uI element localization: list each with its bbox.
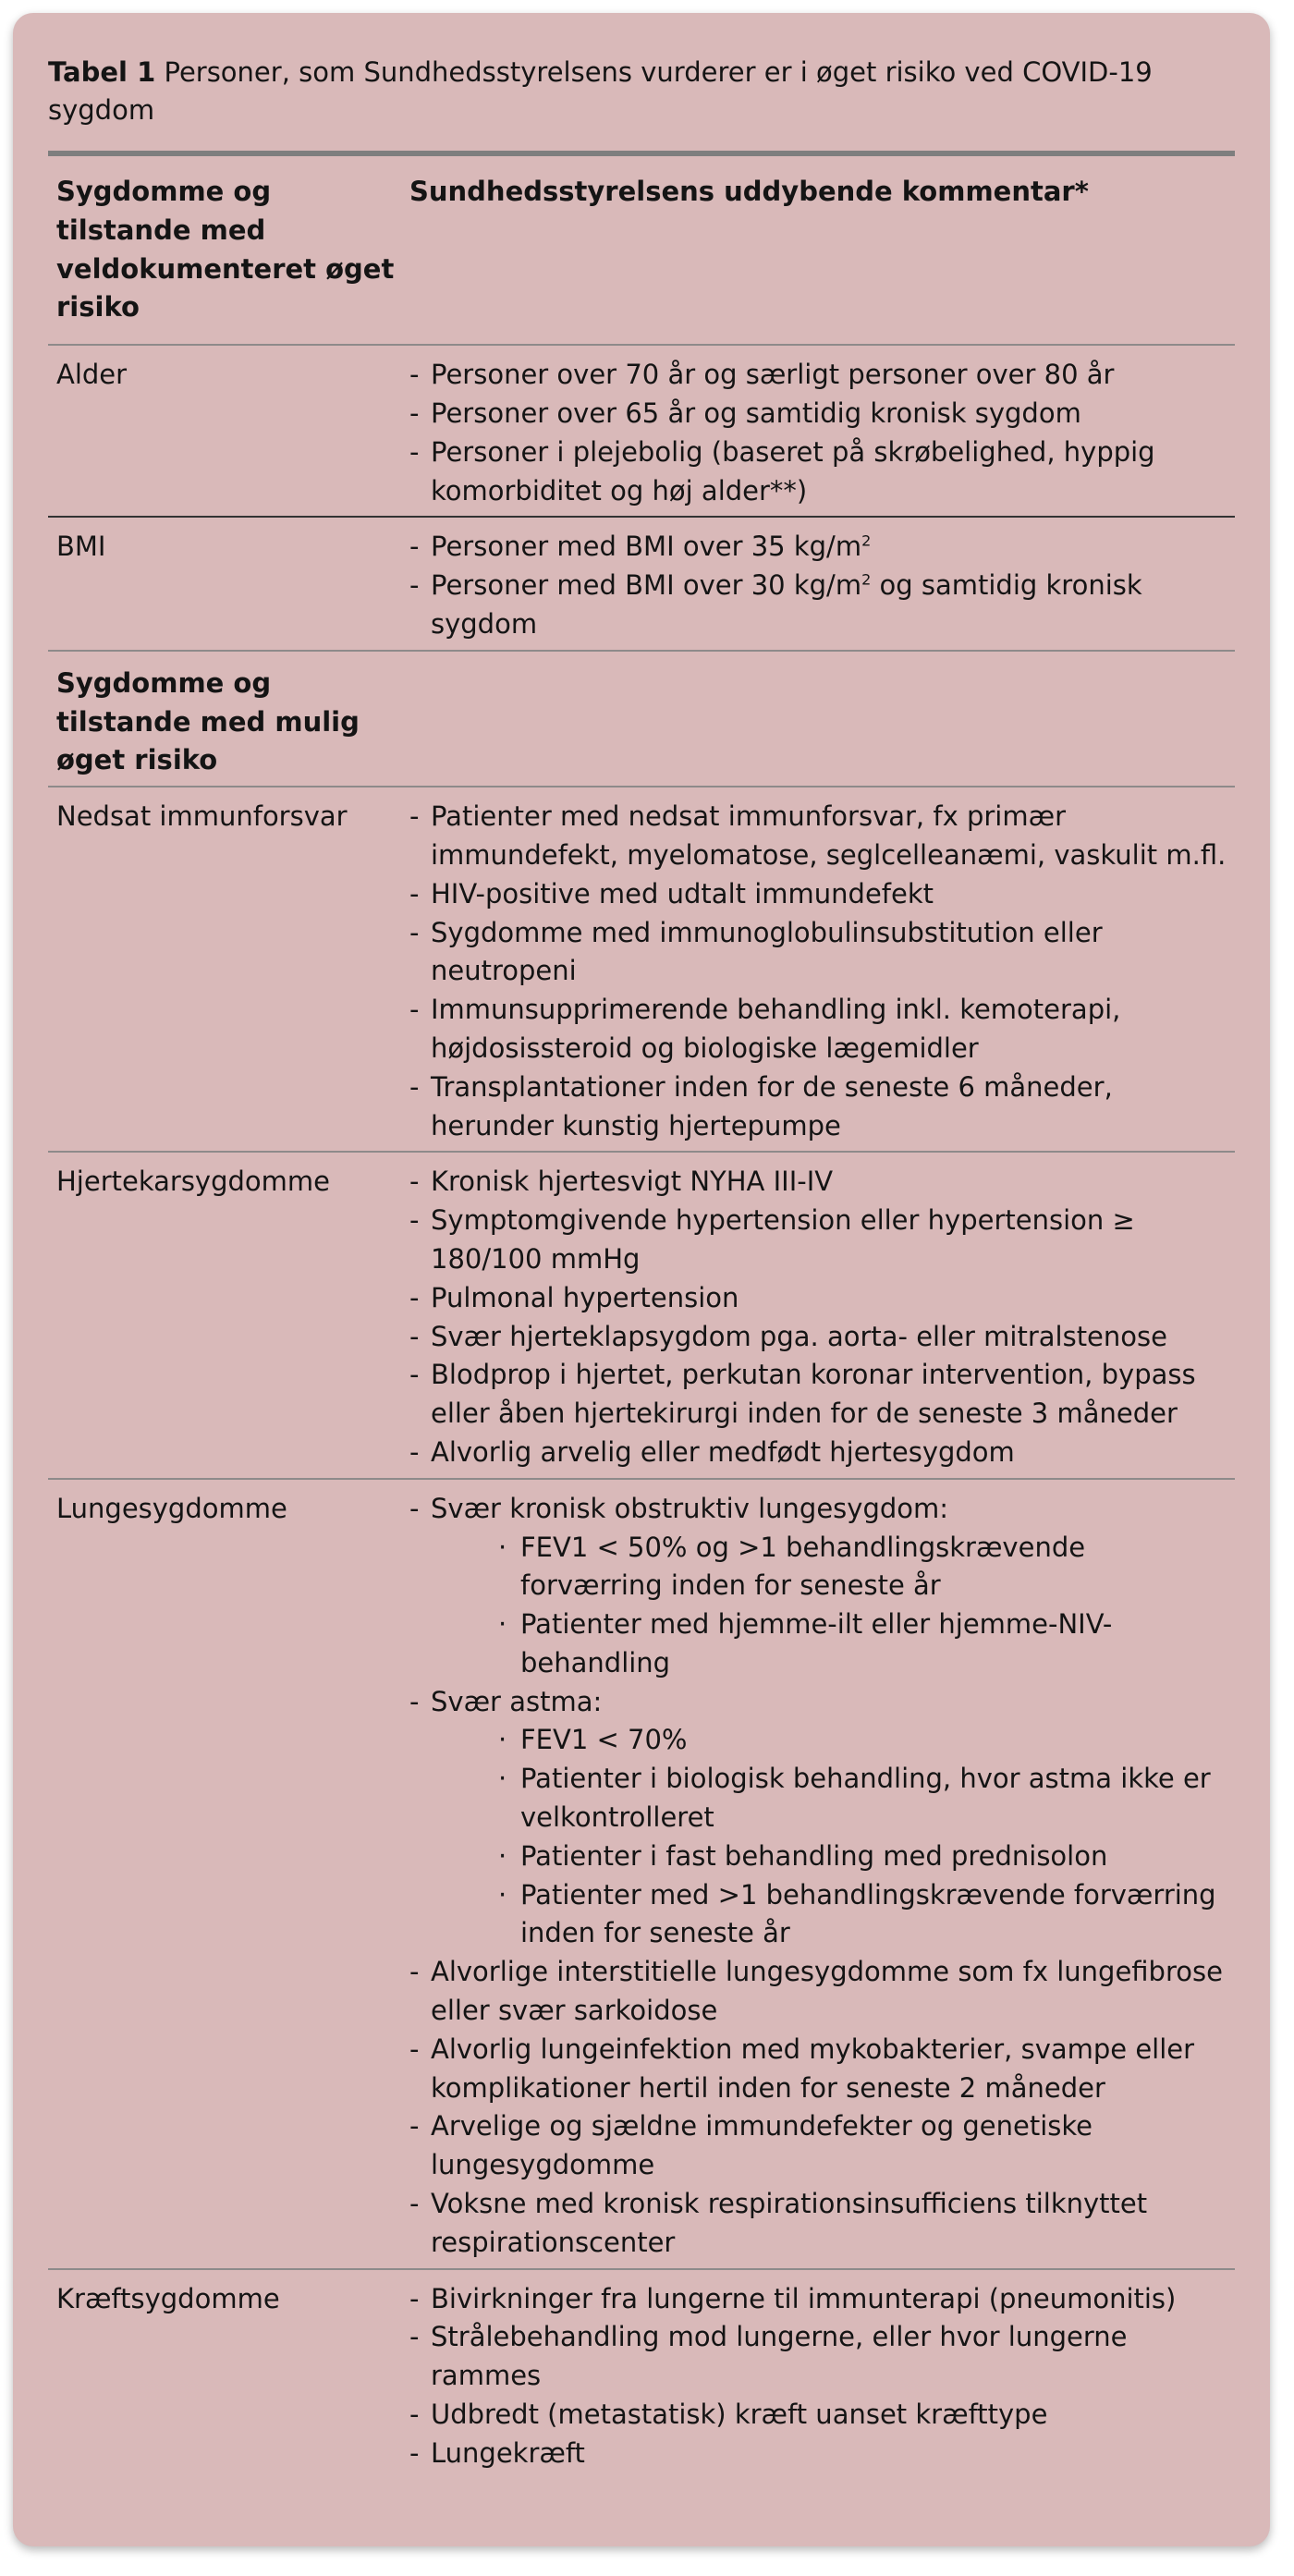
row-comment-bmi: [409, 528, 1235, 643]
astma-sublist: [409, 1721, 1235, 1953]
sub-list-item: · Patienter i biologisk behandling, hvor astma ikke er velkontrolleret: [498, 1763, 1211, 1834]
list-item: - Pulmonal hypertension: [409, 1281, 739, 1313]
list-item: - Alvorlig lungeinfektion med mykobakterier, svampe eller komplikationer hertil inden for seneste 2 måneder: [409, 2033, 1195, 2104]
list-item: - Personer med BMI over 30 $kg/m^2$ og samtidig kronisk sygdom: [409, 569, 1142, 640]
kol-sublist: [409, 1529, 1235, 1683]
table-row-hjerte: [48, 1151, 1235, 1477]
list-item: - Svær hjerteklapsygdom pga. aorta- eller mitralstenose: [409, 1320, 1167, 1352]
list-item: - Immunsupprimerende behandling inkl. kemoterapi, højdosissteroid og biologiske lægemidler: [409, 994, 1121, 1064]
row-label-alder: Alder: [56, 359, 128, 391]
hjerte-list: [409, 1163, 1235, 1471]
alder-list: [409, 356, 1235, 510]
table-row-immun: [48, 786, 1235, 1151]
list-item: - Lungekræft: [409, 2436, 585, 2469]
sub-list-item: · Patienter i fast behandling med prednisolon: [498, 1839, 1108, 1872]
row-comment-immun: [409, 798, 1235, 1145]
table-row-alder: [48, 344, 1235, 516]
list-item: - Arvelige og sjældne immundefekter og genetiske lungesygdomme: [409, 2110, 1093, 2181]
table-row-lunge: [48, 1478, 1235, 2268]
kraeft-list: [409, 2280, 1235, 2473]
sub-list-item: · FEV1 < 50% og >1 behandlingskrævende forværring inden for seneste år: [498, 1531, 1086, 1602]
list-item: - Svær kronisk obstruktiv lungesygdom:: [409, 1492, 949, 1524]
list-item: - Sygdomme med immunoglobulinsubstitution eller neutropeni: [409, 916, 1103, 987]
header-col2: Sundhedsstyrelsens uddybende kommentar*: [409, 176, 1089, 207]
table-row-kraeft: [48, 2268, 1235, 2479]
row-label-lunge: Lungesygdomme: [56, 1492, 287, 1524]
immun-list: [409, 798, 1235, 1145]
section2-heading: Sygdomme og tilstande med mulig øget risiko: [56, 666, 360, 776]
row-comment-kraeft: [409, 2280, 1235, 2473]
bmi-list: [409, 528, 1235, 643]
table-card: [13, 13, 1270, 2546]
list-item: - Svær astma:: [409, 1685, 603, 1717]
list-item: - Personer over 70 år og særligt personer over 80 år: [409, 359, 1115, 391]
caption-text: Personer, som Sundhedsstyrelsens vurderer er i øget risiko ved COVID-19 sygdom: [48, 56, 1153, 126]
list-item: - Strålebehandling mod lungerne, eller hvor lungerne rammes: [409, 2321, 1128, 2392]
row-comment-hjerte: [409, 1163, 1235, 1471]
list-item: - Alvorlige interstitielle lungesygdomme som fx lungefibrose eller svær sarkoidose: [409, 1956, 1223, 2027]
list-item: - Voksne med kronisk respirationsinsufficiens tilknyttet respirationscenter: [409, 2188, 1148, 2258]
row-label-immun: Nedsat immunforsvar: [56, 800, 348, 833]
list-item: - Transplantationer inden for de seneste 6 måneder, herunder kunstig hjertepumpe: [409, 1070, 1113, 1141]
list-item: - Personer over 65 år og samtidig kronisk sygdom: [409, 397, 1081, 429]
caption-label: Tabel 1: [48, 56, 156, 88]
row-label-bmi: BMI: [56, 531, 106, 563]
row-label-kraeft: Kræftsygdomme: [56, 2282, 280, 2314]
row-label-hjerte: Hjertekarsygdomme: [56, 1166, 330, 1198]
header-col1: Sygdomme og tilstande med veldokumenteret øget risiko: [56, 176, 395, 324]
row-comment-lunge: [409, 1490, 1235, 2263]
table-header-row: [48, 156, 1235, 344]
sub-list-item: · Patienter med hjemme-ilt eller hjemme-NIV-behandling: [498, 1608, 1113, 1679]
table-row-bmi: [48, 516, 1235, 649]
sub-list-item: · Patienter med >1 behandlingskrævende forværring inden for seneste år: [498, 1878, 1216, 1949]
row-comment-alder: [409, 356, 1235, 510]
list-item: - Symptomgivende hypertension eller hypertension ≥ 180/100 mmHg: [409, 1204, 1135, 1275]
sub-list-item: · FEV1 < 70%: [498, 1724, 688, 1756]
list-item: - Patienter med nedsat immunforsvar, fx primær immundefekt, myelomatose, seglcelleanæmi, vaskulit m.fl.: [409, 800, 1227, 871]
list-item: - Personer i plejebolig (baseret på skrøbelighed, hyppig komorbiditet og høj alder**): [409, 435, 1155, 507]
list-item: - Udbredt (metastatisk) kræft uanset kræfttype: [409, 2399, 1048, 2431]
section-heading-row: [48, 650, 1235, 786]
table-caption: [48, 54, 1240, 129]
list-item: - Bivirkninger fra lungerne til immunterapi (pneumonitis): [409, 2282, 1177, 2314]
list-item: - Alvorlig arvelig eller medfødt hjertesygdom: [409, 1435, 1015, 1468]
list-item: - Blodprop i hjertet, perkutan koronar intervention, bypass eller åben hjertekirurgi inden for de seneste 3 måneder: [409, 1359, 1196, 1430]
list-item: - HIV-positive med udtalt immundefekt: [409, 877, 934, 910]
lunge-list: [409, 1490, 1235, 1529]
list-item: - Personer med BMI over 35 $kg/m^2$: [409, 531, 872, 563]
list-item: - Kronisk hjertesvigt NYHA III-IV: [409, 1166, 834, 1198]
